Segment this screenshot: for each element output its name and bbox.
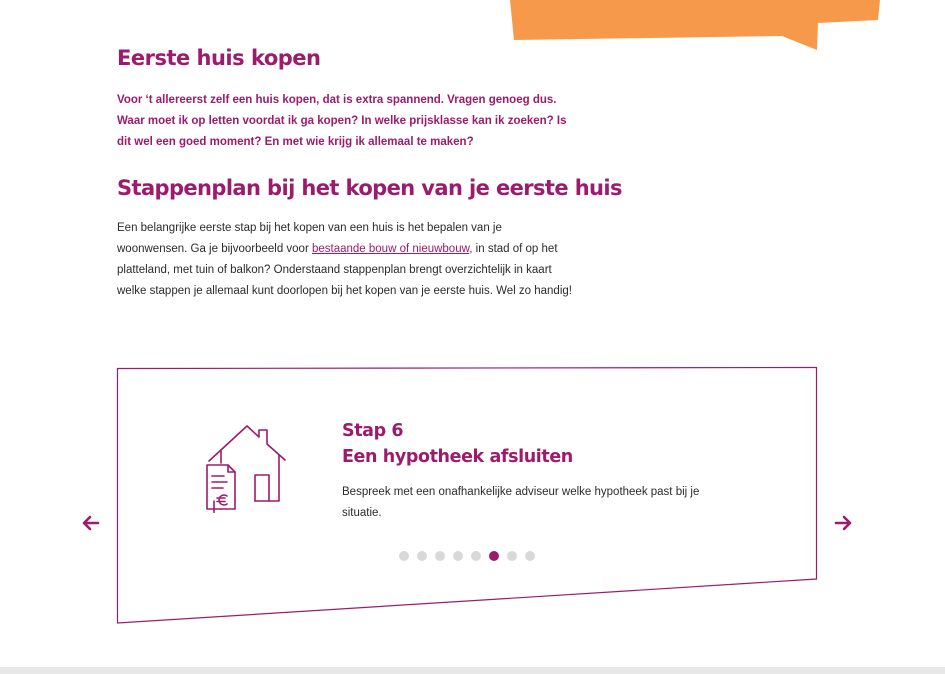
arrow-left-icon[interactable] <box>81 513 101 533</box>
house-document-euro-icon <box>203 423 289 513</box>
pagination-dot-7[interactable] <box>507 551 517 561</box>
pagination-dot-2[interactable] <box>417 551 427 561</box>
intro-text: Voor ‘t allereerst zelf een huis kopen, dat is extra spannend. Vragen genoeg dus. Waar moet ik op letten voordat ik ga kopen? In welke prijsklasse kan ik zoeken? Is dit wel een goed moment? En met wie krijg ik allemaal te maken? <box>117 94 567 148</box>
footer-divider <box>0 667 945 674</box>
step-label: Stap 6 <box>342 421 404 441</box>
orange-speech-bubble <box>510 0 880 52</box>
pagination-dot-8[interactable] <box>525 551 535 561</box>
section-title-stappenplan: Stappenplan bij het kopen van je eerste huis <box>117 176 622 200</box>
step-description: Bespreek met een onafhankelijke adviseur welke hypotheek past bij je situatie. <box>342 486 700 519</box>
bestaande-bouw-link[interactable]: bestaande bouw of nieuwbouw <box>311 243 470 255</box>
pagination-dot-6[interactable] <box>489 551 499 561</box>
text-part-2: , in stad of op het platteland, met tuin of balkon? Onderstaand stappenplan brengt overzichtelijk in kaart welke stappen je allemaal kunt doorlopen bij het kopen van je eerste huis. Wel zo handig! <box>117 243 572 297</box>
text-part-1: Een belangrijke eerste stap bij het kopen van een huis is het bepalen van je woonwensen. Ga je bijvoorbeeld voor <box>117 222 502 255</box>
pagination-dot-3[interactable] <box>435 551 445 561</box>
pagination-dot-5[interactable] <box>471 551 481 561</box>
slider-pagination <box>399 550 535 562</box>
section-title-eerste-huis: Eerste huis kopen <box>117 46 321 70</box>
stappenplan-text <box>117 218 572 302</box>
step-title: Een hypotheek afsluiten <box>342 447 573 467</box>
pagination-dot-4[interactable] <box>453 551 463 561</box>
arrow-right-icon[interactable] <box>833 513 853 533</box>
step-heading <box>342 418 573 470</box>
pagination-dot-1[interactable] <box>399 551 409 561</box>
